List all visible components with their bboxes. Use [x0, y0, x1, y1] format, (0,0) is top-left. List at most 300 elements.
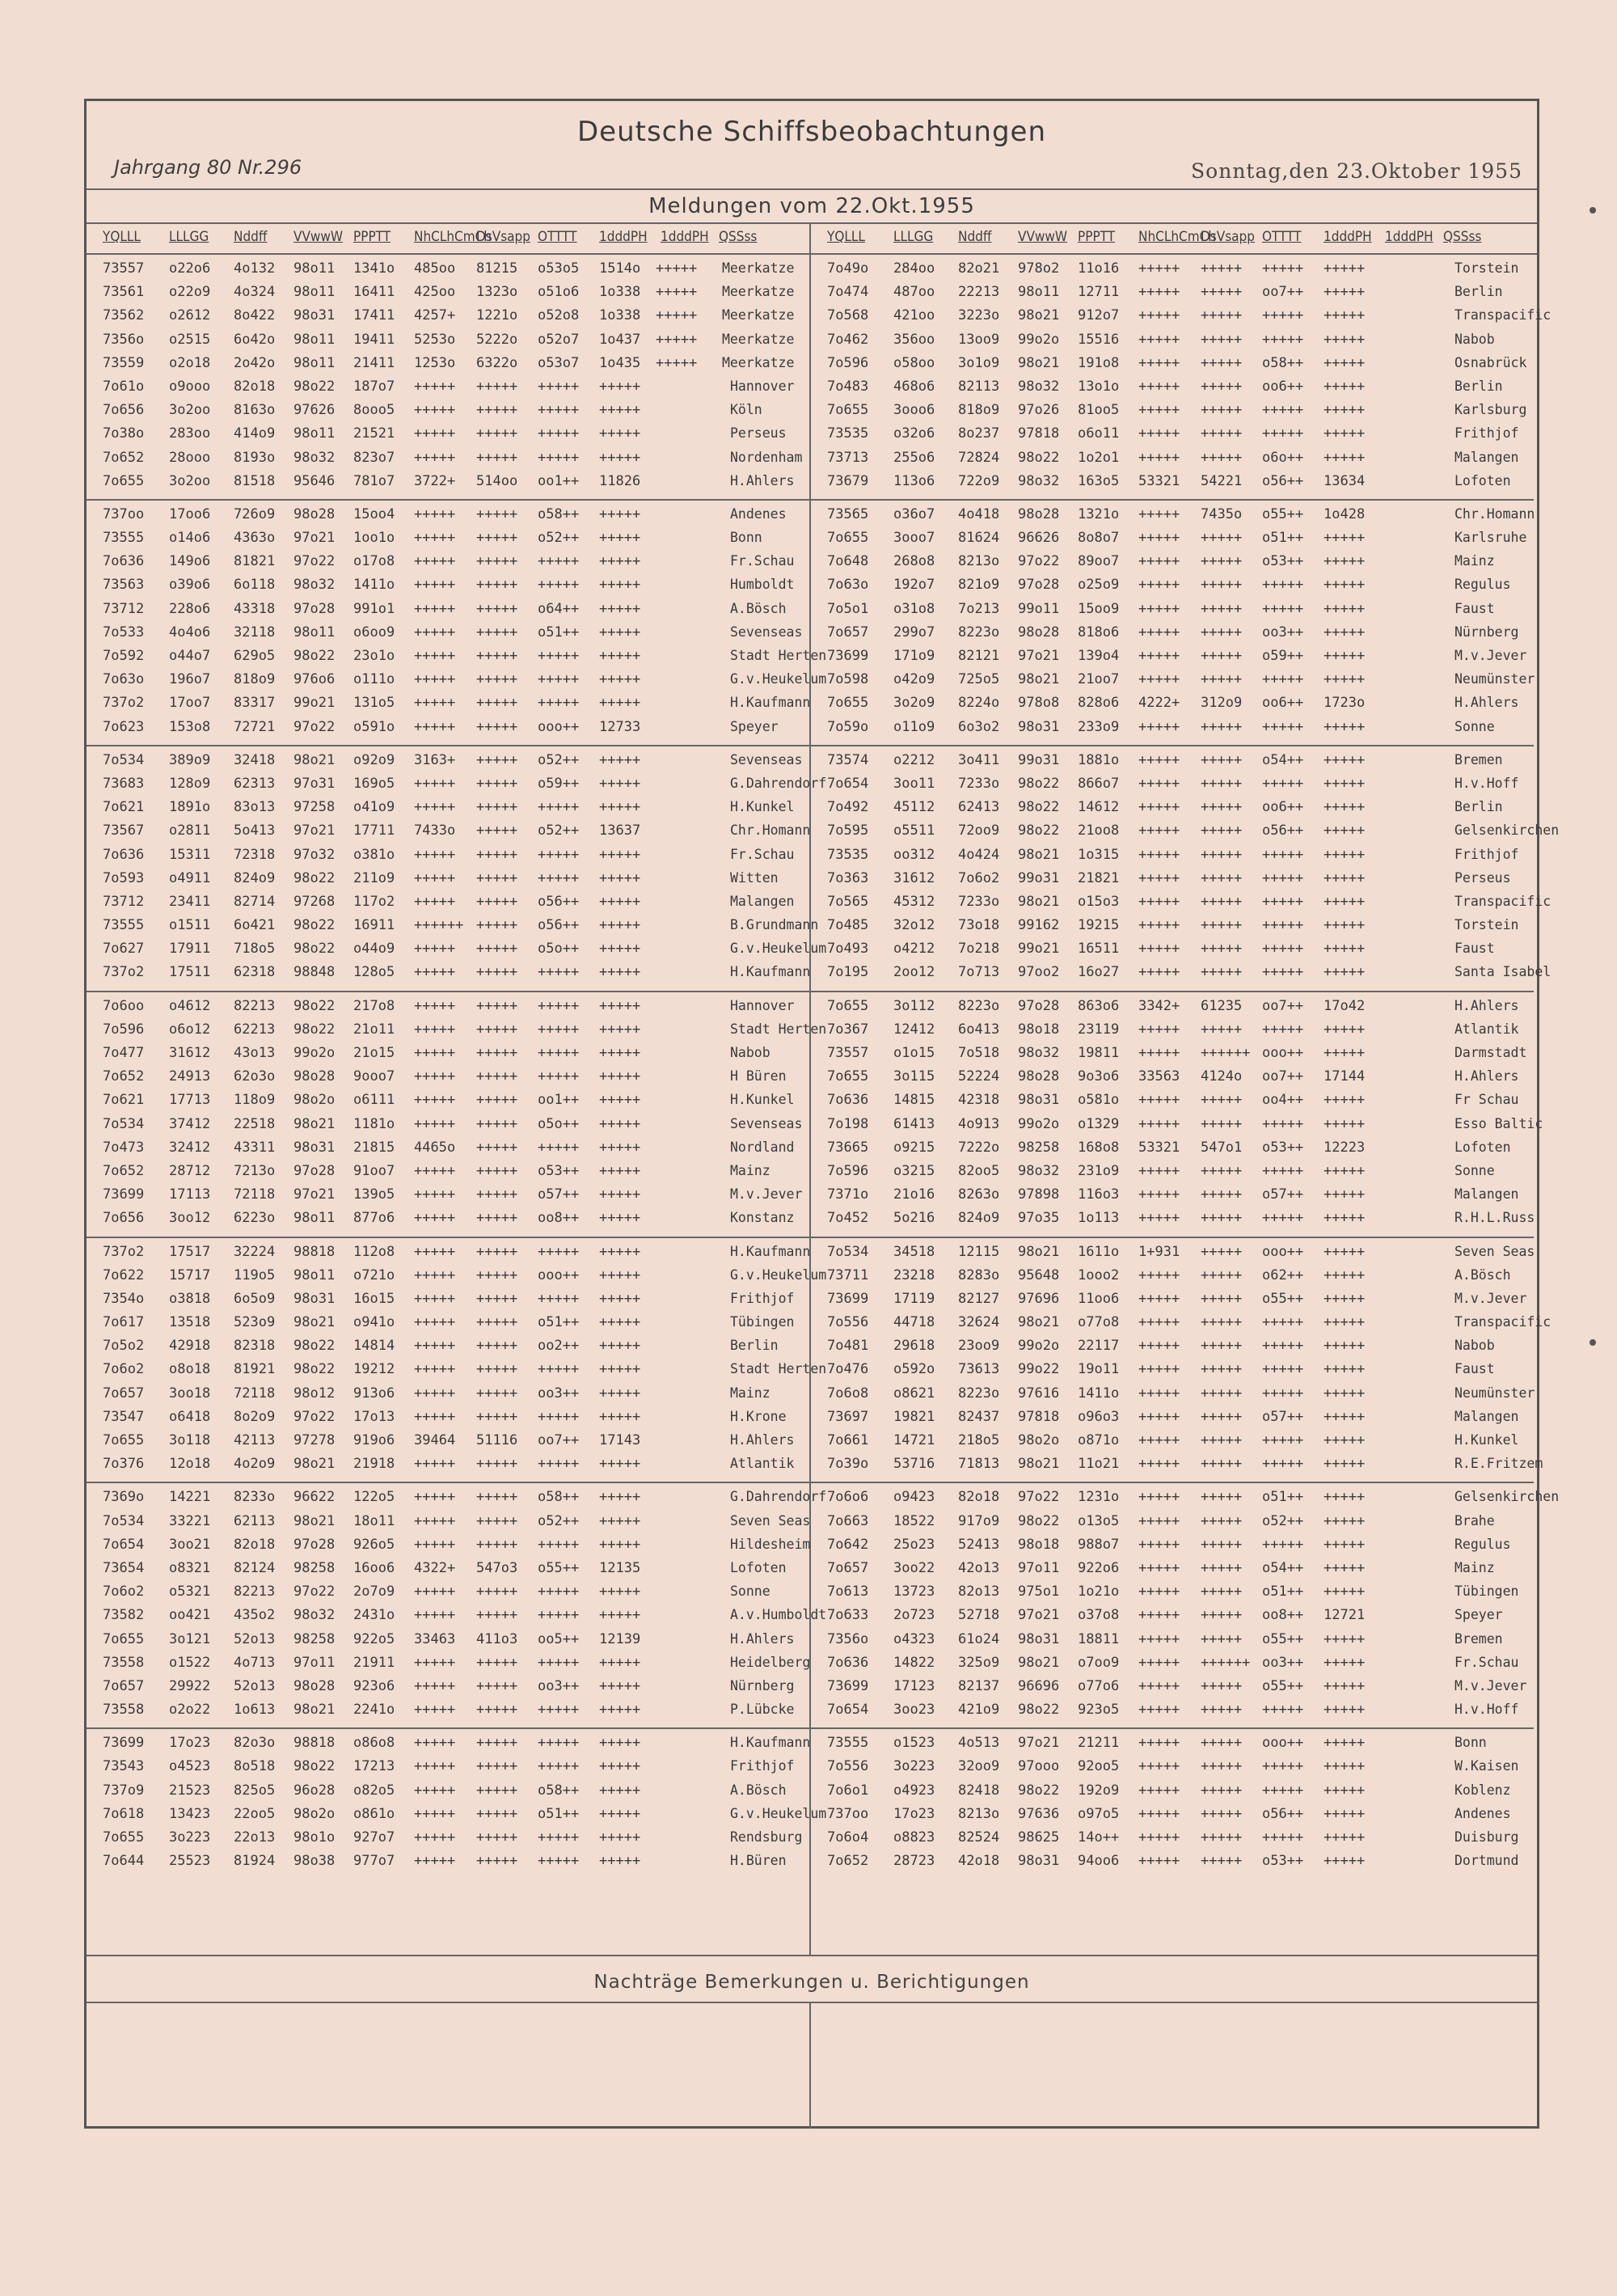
ship-name: M.v.Jever — [730, 1186, 803, 1203]
code-group: o111o — [353, 671, 395, 688]
code-group: 7o654 — [827, 1702, 869, 1719]
code-group: +++++ — [1138, 1314, 1180, 1331]
code-group: +++++ — [1138, 378, 1180, 395]
code-group: 98o31 — [1018, 1092, 1060, 1109]
code-group: 98o31 — [1018, 1630, 1060, 1647]
ship-name: H Büren — [730, 1068, 787, 1085]
code-group: 8223o — [958, 624, 1000, 641]
code-group: +++++ — [599, 917, 641, 934]
code-group: 113o6 — [893, 472, 935, 489]
code-group: 4o2o9 — [234, 1456, 276, 1473]
code-group: +++++ — [1201, 822, 1243, 839]
code-group: +++++ — [476, 751, 518, 768]
code-group: +++++ — [1201, 1162, 1243, 1179]
code-group: +++++ — [1201, 331, 1243, 348]
code-group: 98o22 — [293, 1758, 336, 1775]
code-group: 1oo1o — [353, 530, 395, 547]
code-group: +++++ — [538, 997, 580, 1014]
code-group: o6o11 — [1078, 425, 1120, 442]
code-group: 98o28 — [1018, 505, 1060, 522]
code-group: +++++ — [414, 1536, 456, 1553]
code-group: o57++ — [1262, 1408, 1304, 1425]
code-group: 97o22 — [1018, 553, 1060, 570]
code-group: +++++ — [599, 1758, 641, 1775]
code-group: o82o5 — [353, 1782, 395, 1799]
code-group: +++++ — [1138, 449, 1180, 466]
code-group: 228o6 — [169, 600, 211, 617]
code-group: 73712 — [103, 893, 145, 910]
code-group: +++++ — [1201, 1735, 1243, 1752]
code-group: 425oo — [414, 284, 456, 301]
code-group: +++++ — [1138, 1735, 1180, 1752]
report-block — [811, 1729, 1534, 1879]
code-group: o44o9 — [353, 941, 395, 958]
code-group: 97o22 — [293, 553, 336, 570]
code-group: +++++ — [1324, 1853, 1366, 1870]
code-group: 81518 — [234, 472, 276, 489]
code-group: +++++ — [599, 1314, 641, 1331]
ship-name: Hildesheim — [730, 1536, 811, 1552]
report-block — [87, 1238, 827, 1484]
code-group: 14822 — [893, 1654, 935, 1671]
code-group: +++++ — [414, 1489, 456, 1506]
code-group: 153o8 — [169, 718, 211, 735]
ship-name: Nordenham — [730, 449, 803, 465]
code-group: 98o32 — [1018, 1162, 1060, 1179]
code-group: +++++ — [476, 1045, 518, 1061]
code-group: 98o18 — [1018, 1021, 1060, 1038]
punch-hole — [1590, 207, 1596, 214]
code-group: 97o11 — [293, 1654, 336, 1671]
code-group: 32224 — [234, 1243, 276, 1260]
code-group: 82714 — [234, 893, 276, 910]
report-block — [87, 501, 827, 746]
code-group: 824o9 — [958, 1210, 1000, 1227]
code-group: 73699 — [103, 1186, 145, 1203]
code-group: +++++ — [1324, 1677, 1366, 1694]
code-group: 7o6o4 — [827, 1829, 869, 1846]
code-group: 19411 — [353, 331, 395, 348]
code-group: 44718 — [893, 1314, 935, 1331]
code-group: 32412 — [169, 1139, 211, 1156]
code-group: 2o42o — [234, 354, 276, 371]
code-group: 98258 — [1018, 1139, 1060, 1156]
code-group: 53321 — [1138, 472, 1180, 489]
ship-name: Perseus — [730, 425, 787, 442]
report-row — [87, 1628, 809, 1651]
code-group: 7233o — [958, 893, 1000, 910]
ship-name: Chr.Homann — [730, 822, 811, 839]
code-group: 73699 — [103, 1735, 145, 1752]
code-group: 2oo12 — [893, 964, 935, 981]
ship-name: Gelsenkirchen — [1454, 1489, 1560, 1505]
code-group: 11oo6 — [1078, 1290, 1120, 1307]
code-group: 16o27 — [1078, 964, 1120, 981]
code-group: +++++ — [599, 869, 641, 886]
code-group: +++++ — [538, 671, 580, 688]
report-row — [811, 526, 1534, 550]
code-group: o51++ — [538, 624, 580, 641]
ship-name: Berlin — [1454, 799, 1503, 815]
code-group: 98o21 — [1018, 307, 1060, 324]
code-group: +++++ — [476, 1853, 518, 1870]
code-group: 13723 — [893, 1584, 935, 1600]
code-group: 33221 — [169, 1512, 211, 1529]
code-group: +++++ — [1138, 1829, 1180, 1846]
code-group: 99o31 — [1018, 751, 1060, 768]
ship-name: Perseus — [1454, 869, 1511, 886]
report-row — [87, 1826, 809, 1850]
code-group: 32oo9 — [958, 1758, 1000, 1775]
code-group: 16o15 — [353, 1290, 395, 1307]
ship-name: Torstein — [1454, 260, 1519, 276]
code-group: 7o59o — [827, 718, 869, 735]
code-group: 98o32 — [1018, 1045, 1060, 1061]
code-group: 7213o — [234, 1162, 276, 1179]
code-group: 97o21 — [1018, 1735, 1060, 1752]
report-block — [87, 992, 827, 1238]
code-group: 98o22 — [293, 648, 336, 664]
code-group: 7o481 — [827, 1338, 869, 1355]
code-group: 7354o — [103, 1290, 145, 1307]
code-group: 1+931 — [1138, 1243, 1180, 1260]
code-group: +++++ — [476, 577, 518, 594]
code-group: 24913 — [169, 1068, 211, 1085]
code-group: 72oo9 — [958, 822, 1000, 839]
code-group: +++++ — [1138, 1758, 1180, 1775]
report-row — [811, 1065, 1534, 1089]
code-group: 17oo7 — [169, 695, 211, 712]
ship-name: H.Kaufmann — [730, 964, 811, 980]
report-row — [811, 281, 1534, 304]
code-group: o97o5 — [1078, 1805, 1120, 1822]
code-group: 7o473 — [103, 1139, 145, 1156]
code-group: 73535 — [827, 846, 869, 863]
code-group: +++++ — [538, 553, 580, 570]
code-group: 98o21 — [1018, 1314, 1060, 1331]
code-group: 62o3o — [234, 1068, 276, 1085]
code-group: o2515 — [169, 331, 211, 348]
code-group: +++++ — [414, 530, 456, 547]
code-group: 8223o — [958, 997, 1000, 1014]
code-group: 98o21 — [1018, 846, 1060, 863]
code-group: +++++ — [1262, 260, 1304, 277]
code-group: +++++ — [1138, 869, 1180, 886]
code-group: 17711 — [353, 822, 395, 839]
code-group: +++++ — [1262, 893, 1304, 910]
code-group: 116o3 — [1078, 1186, 1120, 1203]
code-group: 7o63o — [103, 671, 145, 688]
code-group: 17911 — [169, 941, 211, 958]
code-group: 97ooo — [1018, 1758, 1060, 1775]
code-group: +++++ — [538, 1243, 580, 1260]
ship-name: Neumünster — [1454, 671, 1535, 687]
code-group: 7o556 — [827, 1314, 869, 1331]
report-block — [811, 501, 1534, 746]
code-group: 73563 — [103, 577, 145, 594]
code-group: 7o534 — [103, 751, 145, 768]
report-row — [87, 1675, 809, 1698]
report-row — [811, 1042, 1534, 1065]
code-group: 131o5 — [353, 695, 395, 712]
code-group: +++++ — [1201, 751, 1243, 768]
code-group: +++++ — [1201, 1489, 1243, 1506]
ship-name: Nordland — [730, 1139, 795, 1155]
code-group: 73561 — [103, 284, 145, 301]
code-group: 42318 — [958, 1092, 1000, 1109]
code-group: 7o218 — [958, 941, 1000, 958]
code-group: 7o655 — [827, 695, 869, 712]
code-group: 17oo6 — [169, 505, 211, 522]
code-group: 97o28 — [293, 1536, 336, 1553]
code-group: +++++ — [1138, 1654, 1180, 1671]
code-group: 7o636 — [827, 1092, 869, 1109]
code-group: 94oo6 — [1078, 1853, 1120, 1870]
code-group: 98o21 — [1018, 1456, 1060, 1473]
code-group: ooo++ — [1262, 1243, 1304, 1260]
code-group: +++++ — [538, 1702, 580, 1719]
report-row — [87, 621, 809, 645]
code-group: +++++ — [538, 1068, 580, 1085]
code-group: 98o31 — [1018, 718, 1060, 735]
ship-name: G.v.Heukelum — [730, 1266, 827, 1283]
code-group: 81924 — [234, 1853, 276, 1870]
code-group: o9215 — [893, 1139, 935, 1156]
code-group: 98o22 — [1018, 822, 1060, 839]
remarks-divider — [809, 2002, 811, 2129]
ship-name: Fr Schau — [1454, 1092, 1519, 1108]
code-group: +++++ — [1201, 624, 1243, 641]
code-group: oo1++ — [538, 472, 580, 489]
code-group: +++++ — [1324, 1536, 1366, 1553]
code-group: o39o6 — [169, 577, 211, 594]
code-group: 82213 — [234, 1584, 276, 1600]
code-group: o53o7 — [538, 354, 580, 371]
code-group: 737o9 — [103, 1782, 145, 1799]
code-group: 19o11 — [1078, 1361, 1120, 1378]
code-group: +++++ — [476, 1512, 518, 1529]
code-group: +++++ — [599, 1045, 641, 1061]
ship-name: Sevenseas — [730, 1115, 803, 1131]
ship-name: W.Kaisen — [1454, 1758, 1519, 1774]
code-group: +++++ — [599, 1338, 641, 1355]
code-group: o381o — [353, 846, 395, 863]
code-group: +++++ — [476, 425, 518, 442]
code-group: +++++ — [414, 624, 456, 641]
report-row — [87, 1580, 809, 1604]
code-group: 14814 — [353, 1338, 395, 1355]
code-group: 12733 — [599, 718, 641, 735]
code-group: +++++ — [1324, 307, 1366, 324]
code-group: +++++ — [476, 1139, 518, 1156]
code-group: 8193o — [234, 449, 276, 466]
code-group: 82437 — [958, 1408, 1000, 1425]
code-group: 7222o — [958, 1139, 1000, 1156]
code-group: 72118 — [234, 1186, 276, 1203]
code-group: 12139 — [599, 1630, 641, 1647]
code-group: +++++ — [1262, 671, 1304, 688]
code-group: 97o22 — [293, 1408, 336, 1425]
code-group: 7o462 — [827, 331, 869, 348]
report-row — [87, 422, 809, 446]
code-group: 192o9 — [1078, 1782, 1120, 1799]
code-group: 7o655 — [103, 1630, 145, 1647]
code-group: o5321 — [169, 1584, 211, 1600]
code-group: 8o422 — [234, 307, 276, 324]
code-group: 19212 — [353, 1361, 395, 1378]
report-row — [811, 1850, 1534, 1873]
code-group: +++++ — [476, 718, 518, 735]
code-group: +++++ — [476, 1021, 518, 1038]
code-group: 99o21 — [1018, 941, 1060, 958]
code-group: 19811 — [1078, 1045, 1120, 1061]
report-row — [87, 281, 809, 304]
code-group: 722o9 — [958, 472, 1000, 489]
ship-name: Karlsruhe — [1454, 530, 1527, 546]
code-group: 7o596 — [827, 1162, 869, 1179]
code-group: 117o2 — [353, 893, 395, 910]
code-group: 4363o — [234, 530, 276, 547]
code-group: 218o5 — [958, 1432, 1000, 1448]
code-group: o8o18 — [169, 1361, 211, 1378]
code-group: +++++ — [1262, 1758, 1304, 1775]
code-group: +++++ — [1324, 260, 1366, 277]
code-group: 3oo12 — [169, 1210, 211, 1227]
code-group: +++++ — [1138, 577, 1180, 594]
report-row — [87, 598, 809, 621]
report-row — [87, 470, 809, 493]
code-group: 17o13 — [353, 1408, 395, 1425]
code-group: 97o28 — [293, 600, 336, 617]
ship-name: Brahe — [1454, 1512, 1495, 1529]
code-group: +++++ — [599, 1092, 641, 1109]
code-group: 7o533 — [103, 624, 145, 641]
code-group: o62++ — [1262, 1266, 1304, 1283]
code-group: +++++ — [1138, 1782, 1180, 1799]
code-group: 81624 — [958, 530, 1000, 547]
code-group: 7o195 — [827, 964, 869, 981]
code-group: +++++ — [1138, 1266, 1180, 1283]
code-group: 98o31 — [293, 1139, 336, 1156]
code-group: +++++ — [599, 1536, 641, 1553]
column-header: DsVsapp — [476, 229, 530, 245]
code-group: +++++ — [476, 822, 518, 839]
report-row — [811, 1486, 1560, 1509]
code-group: 98o11 — [293, 284, 336, 301]
code-group: +++++ — [1262, 1338, 1304, 1355]
code-group: 73559 — [103, 354, 145, 371]
code-group: +++++ — [476, 799, 518, 816]
code-group: 28ooo — [169, 449, 211, 466]
code-group: o1523 — [893, 1735, 935, 1752]
remarks-title: Nachträge Bemerkungen u. Berichtigungen — [593, 1972, 1030, 1993]
code-group: 9o3o6 — [1078, 1068, 1120, 1085]
code-group: 23o1o — [353, 648, 395, 664]
code-group: 3oo23 — [893, 1702, 935, 1719]
report-row — [87, 1288, 809, 1311]
code-group: +++++ — [1138, 1385, 1180, 1402]
ship-name: G.v.Heukelum — [730, 941, 827, 957]
ship-name: Sonne — [730, 1584, 771, 1600]
code-group: o41o9 — [353, 799, 395, 816]
code-group: 3o223 — [893, 1758, 935, 1775]
code-group: +++++ — [1262, 964, 1304, 981]
code-group: +++++ — [1324, 331, 1366, 348]
report-row — [87, 668, 827, 691]
report-row — [87, 1452, 809, 1476]
code-group: +++++ — [538, 1021, 580, 1038]
report-row — [811, 1089, 1534, 1112]
code-group: +++++ — [1324, 354, 1366, 371]
code-group: +++++ — [1324, 1408, 1366, 1425]
code-group: 4o424 — [958, 846, 1000, 863]
ship-name: H.Kaufmann — [730, 1243, 811, 1259]
code-group: +++++ — [599, 1607, 641, 1624]
report-row — [811, 937, 1534, 961]
column-header: YQLLL — [103, 229, 141, 245]
code-group: 71813 — [958, 1456, 1000, 1473]
code-group: +++++ — [414, 1853, 456, 1870]
ship-name: Tübingen — [1454, 1584, 1519, 1600]
code-group: +++++ — [1201, 1266, 1243, 1283]
code-group: 7371o — [827, 1186, 869, 1203]
code-group: 737o2 — [103, 1243, 145, 1260]
code-group: +++++ — [1324, 1432, 1366, 1448]
code-group: 7o534 — [103, 1115, 145, 1132]
report-row — [811, 691, 1534, 715]
code-group: o51++ — [1262, 1584, 1304, 1600]
code-group: 98o22 — [293, 1021, 336, 1038]
ship-name: G.Dahrendorf — [730, 1489, 827, 1505]
code-group: oo5++ — [538, 1630, 580, 1647]
code-group: 725o5 — [958, 671, 1000, 688]
code-group: 7o642 — [827, 1536, 869, 1553]
report-row — [87, 914, 819, 937]
code-group: 98o11 — [293, 260, 336, 277]
code-group: +++++ — [1262, 718, 1304, 735]
code-group: o44o7 — [169, 648, 211, 664]
code-group: 98o21 — [1018, 1654, 1060, 1671]
code-group: 7356o — [103, 331, 145, 348]
code-group: 7o493 — [827, 941, 869, 958]
code-group: 139o5 — [353, 1186, 395, 1203]
code-group: 325o9 — [958, 1654, 1000, 1671]
code-group: o56++ — [538, 893, 580, 910]
code-group: o32o6 — [893, 425, 935, 442]
code-group: 73565 — [827, 505, 869, 522]
code-group: o77o8 — [1078, 1314, 1120, 1331]
code-group: +++++ — [476, 648, 518, 664]
code-group: 187o7 — [353, 378, 395, 395]
ship-name: Nabob — [1454, 331, 1495, 347]
code-group: +++++ — [476, 1758, 518, 1775]
code-group: +++++ — [1324, 1654, 1366, 1671]
code-group: +++++ — [1262, 1162, 1304, 1179]
code-group: 171o9 — [893, 648, 935, 664]
code-group: +++++ — [476, 1805, 518, 1822]
code-group: 99o22 — [1018, 1361, 1060, 1378]
code-group: +++++ — [1324, 1092, 1366, 1109]
code-group: +++++ — [476, 964, 518, 981]
ship-name: Koblenz — [1454, 1782, 1511, 1798]
code-group: 34518 — [893, 1243, 935, 1260]
code-group: 82o18 — [958, 1489, 1000, 1506]
code-group: 118o9 — [234, 1092, 276, 1109]
code-group: 81821 — [234, 553, 276, 570]
report-row — [87, 1089, 809, 1112]
code-group: +++++ — [414, 378, 456, 395]
code-group: 98o32 — [293, 577, 336, 594]
